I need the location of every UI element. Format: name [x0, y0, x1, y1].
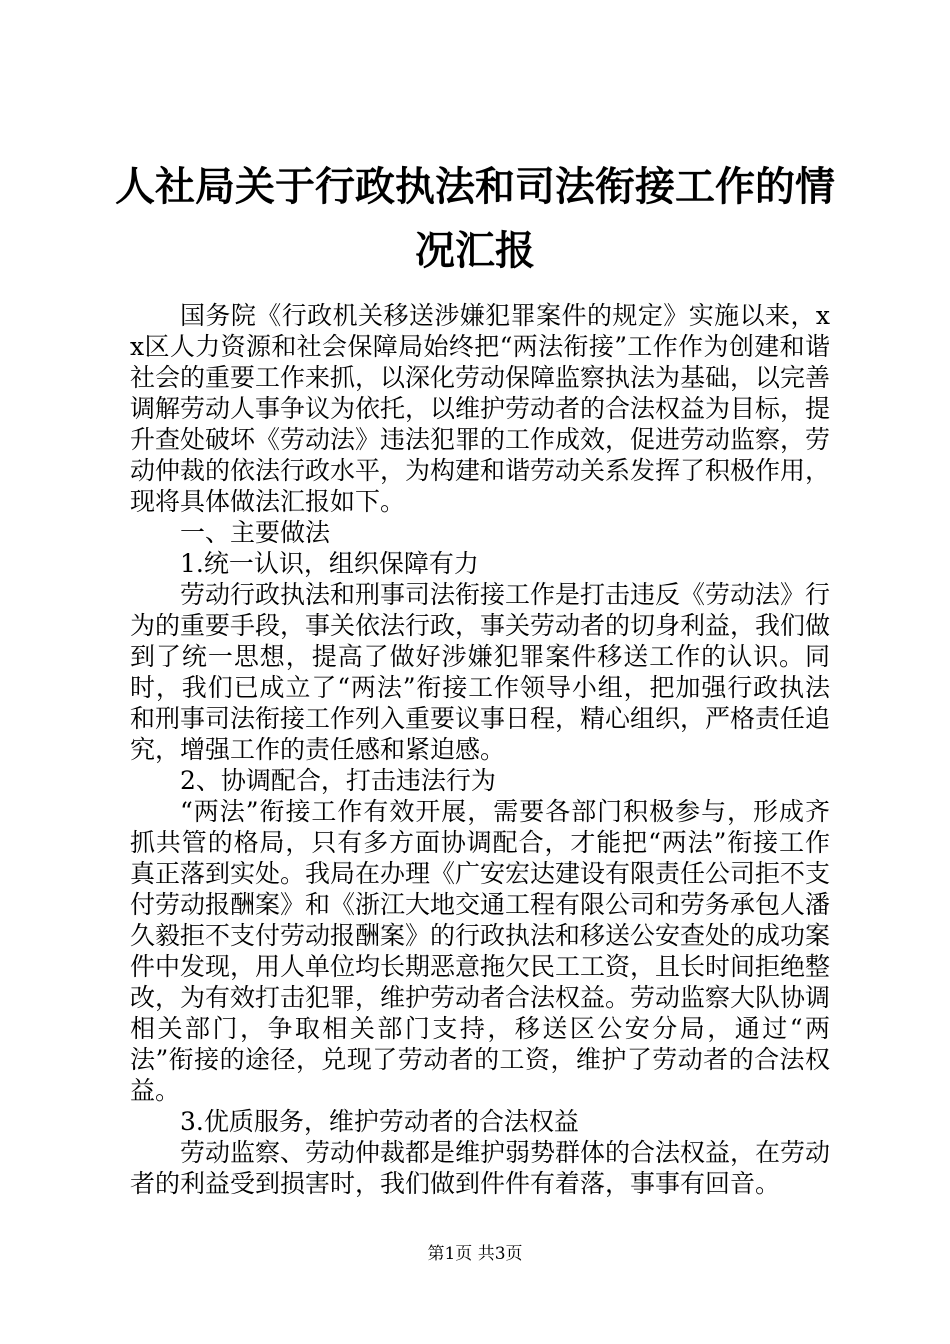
paragraph-quality-service: 劳动监察、劳动仲裁都是维护弱势群体的合法权益，在劳动者的利益受到损害时，我们做到件件有着落，事事有回音。 [130, 1138, 831, 1198]
document-title: 人社局关于行政执法和司法衔接工作的情况汇报 [115, 163, 835, 274]
subheading-quality-service: 3.优质服务，维护劳动者的合法权益 [180, 1107, 579, 1136]
page-number-footer: 第1页 共3页 [427, 1244, 523, 1264]
intro-paragraph: 国务院《行政机关移送涉嫌犯罪案件的规定》实施以来，xx区人力资源和社会保障局始终把“两法衔接”工作作为创建和谐社会的重要工作来抓，以深化劳动保障监察执法为基础，以完善调解劳动人事争议为依托，以维护劳动者的合法权益为目标，提升查处破坏《劳动法》违法犯罪的工作成效，促进劳动监察，劳动仲裁的依法行政水平，为构建和谐劳动关系发挥了积极作用，现将具体做法汇报如下。 [130, 301, 831, 516]
subheading-coordination: 2、协调配合，打击违法行为 [180, 766, 496, 795]
document-body [130, 300, 830, 1199]
paragraph-unified-understanding: 劳动行政执法和刑事司法衔接工作是打击违反《劳动法》行为的重要手段，事关依法行政，事关劳动者的切身利益，我们做到了统一思想，提高了做好涉嫌犯罪案件移送工作的认识。同时，我们已成立了“两法”衔接工作领导小组，把加强行政执法和刑事司法衔接工作列入重要议事日程，精心组织，严格责任追究，增强工作的责任感和紧迫感。 [130, 580, 831, 764]
subheading-unified-understanding: 1.统一认识，组织保障有力 [180, 549, 479, 578]
section-heading-main-practices: 一、主要做法 [180, 518, 331, 547]
paragraph-coordination: “两法”衔接工作有效开展，需要各部门积极参与，形成齐抓共管的格局，只有多方面协调配合，才能把“两法”衔接工作真正落到实处。我局在办理《广安宏达建设有限责任公司拒不支付劳动报酬案》和《浙江大地交通工程有限公司和劳务承包人潘久毅拒不支付劳动报酬案》的行政执法和移送公安查处的成功案件中发现，用人单位均长期恶意拖欠民工工资，且长时间拒绝整改，为有效打击犯罪，维护劳动者合法权益。劳动监察大队协调相关部门，争取相关部门支持，移送区公安分局，通过“两法”衔接的途径，兑现了劳动者的工资，维护了劳动者的合法权益。 [130, 797, 831, 1105]
